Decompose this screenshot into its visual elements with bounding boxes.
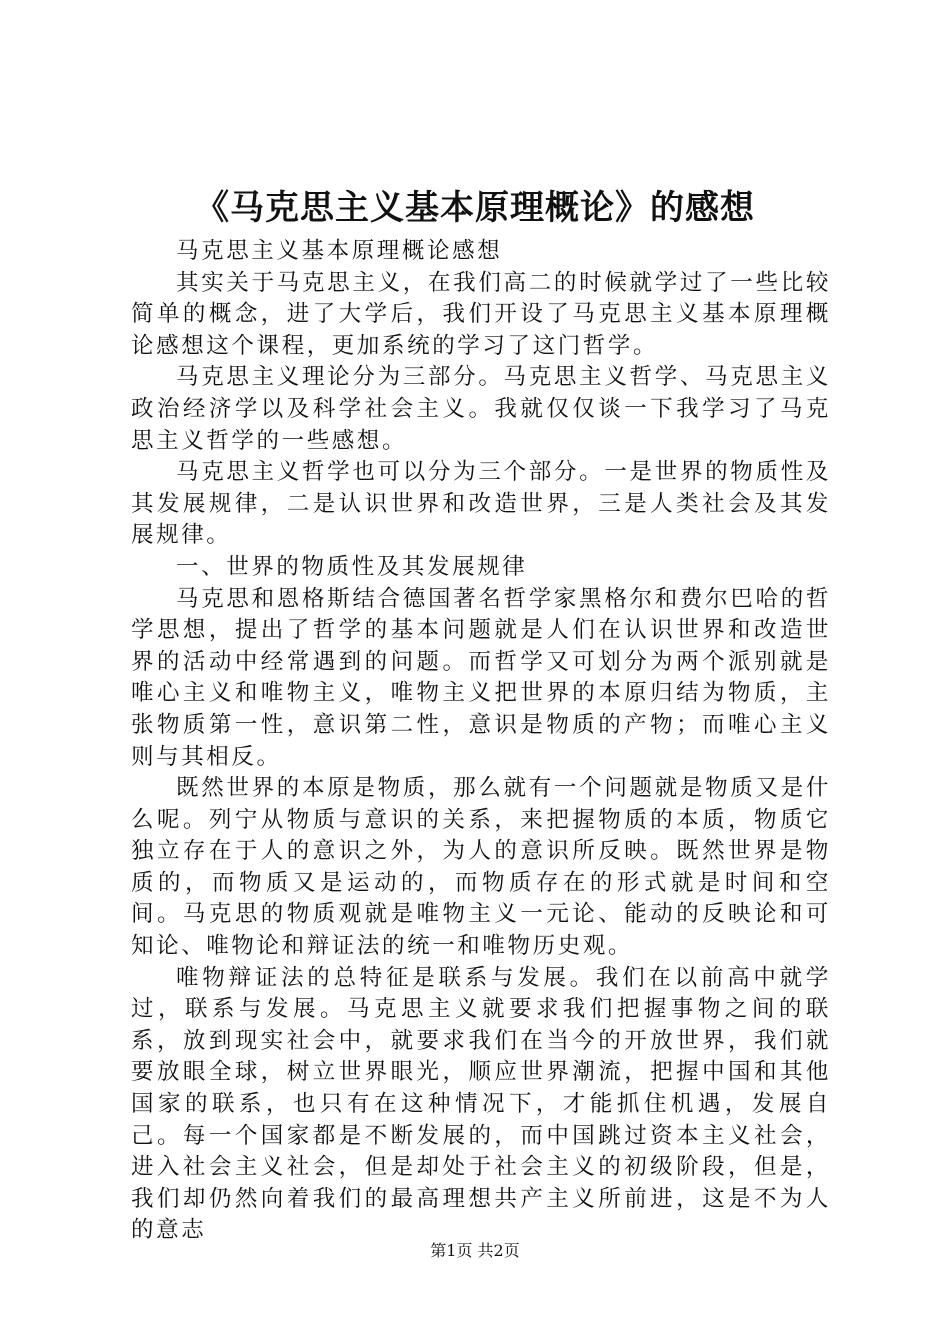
page-number-footer: 第1页 共2页 <box>430 1241 520 1260</box>
paragraph: 其实关于马克思主义，在我们高二的时候就学过了一些比较简单的概念，进了大学后，我们开设了马克思主义基本原理概论感想这个课程，更加系统的学习了这门哲学。 <box>131 269 831 359</box>
document-title: 《马克思主义基本原理概论》的感想 <box>195 188 755 228</box>
paragraph: 马克思和恩格斯结合德国著名哲学家黑格尔和费尔巴哈的哲学思想，提出了哲学的基本问题就是人们在认识世界和改造世界的活动中经常遇到的问题。而哲学又可划分为两个派别就是唯心主义和唯物主义，唯物主义把世界的本原归结为物质，主张物质第一性，意识第二性，意识是物质的产物；而唯心主义则与其相反。 <box>131 585 831 770</box>
document-body <box>131 236 831 1247</box>
paragraph: 马克思主义理论分为三部分。马克思主义哲学、马克思主义政治经济学以及科学社会主义。我就仅仅谈一下我学习了马克思主义哲学的一些感想。 <box>131 364 831 454</box>
paragraph: 马克思主义哲学也可以分为三个部分。一是世界的物质性及其发展规律，二是认识世界和改造世界，三是人类社会及其发展规律。 <box>131 459 831 549</box>
section-heading: 一、世界的物质性及其发展规律 <box>176 553 528 580</box>
paragraph: 唯物辩证法的总特征是联系与发展。我们在以前高中就学过，联系与发展。马克思主义就要求我们把握事物之间的联系，放到现实社会中，就要求我们在当今的开放世界，我们就要放眼全球，树立世界眼光，顺应世界潮流，把握中国和其他国家的联系，也只有在这种情况下，才能抓住机遇，发展自己。每一个国家都是不断发展的，而中国跳过资本主义社会，进入社会主义社会，但是却处于社会主义的初级阶段，但是，我们却仍然向着我们的最高理想共产主义所前进，这是不为人的意志 <box>131 964 831 1244</box>
paragraph-subtitle: 马克思主义基本原理概论感想 <box>176 238 503 264</box>
paragraph: 既然世界的本原是物质，那么就有一个问题就是物质又是什么呢。列宁从物质与意识的关系，来把握物质的本质，物质它独立存在于人的意识之外，为人的意识所反映。既然世界是物质的，而物质又是运动的，而物质存在的形式就是时间和空间。马克思的物质观就是唯物主义一元论、能动的反映论和可知论、唯物论和辩证法的统一和唯物历史观。 <box>131 775 831 960</box>
